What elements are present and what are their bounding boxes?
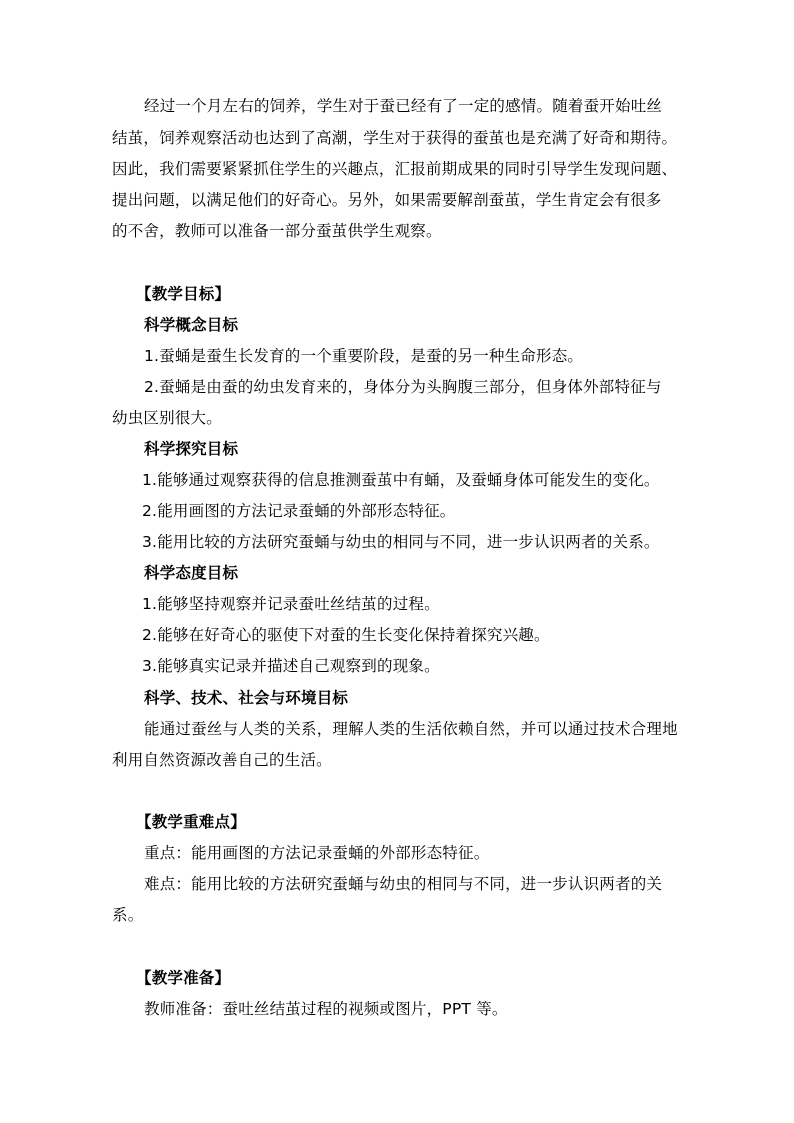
key-points-heading: 【教学重难点】	[136, 813, 246, 831]
stse-goal-line-1: 能通过蚕丝与人类的关系，理解人类的生活依赖自然，并可以通过技术合理地	[144, 720, 678, 738]
inquiry-goal-3: 3.能用比较的方法研究蚕蛹与幼虫的相同与不同，进一步认识两者的关系。	[142, 533, 660, 551]
preparation-teacher: 教师准备：蚕吐丝结茧过程的视频或图片，PPT 等。	[144, 1000, 508, 1018]
key-point-difficulty-line-1: 难点：能用比较的方法研究蚕蛹与幼虫的相同与不同，进一步认识两者的关	[144, 875, 663, 893]
intro-line-4: 提出问题，以满足他们的好奇心。另外，如果需要解剖蚕茧，学生肯定会有很多	[112, 191, 662, 209]
inquiry-goal-2: 2.能用画图的方法记录蚕蛹的外部形态特征。	[142, 502, 456, 520]
intro-line-1: 经过一个月左右的饲养，学生对于蚕已经有了一定的感情。随着蚕开始吐丝	[144, 97, 663, 115]
attitude-goals-title: 科学态度目标	[144, 564, 239, 582]
inquiry-goals-title: 科学探究目标	[144, 440, 239, 458]
concept-goal-2-line-2: 幼虫区别很大。	[112, 409, 222, 427]
intro-line-5: 的不舍，教师可以准备一部分蚕茧供学生观察。	[112, 222, 442, 240]
intro-line-2: 结茧，饲养观察活动也达到了高潮，学生对于获得的蚕茧也是充满了好奇和期待。	[112, 129, 678, 147]
key-point-difficulty-line-2: 系。	[112, 906, 144, 924]
goals-heading: 【教学目标】	[136, 285, 231, 303]
inquiry-goal-1: 1.能够通过观察获得的信息推测蚕茧中有蛹，及蚕蛹身体可能发生的变化。	[142, 471, 660, 489]
preparation-heading: 【教学准备】	[136, 969, 231, 987]
concept-goal-1: 1.蚕蛹是蚕生长发育的一个重要阶段，是蚕的另一种生命形态。	[144, 347, 584, 365]
key-point-focus: 重点：能用画图的方法记录蚕蛹的外部形态特征。	[144, 844, 490, 862]
attitude-goal-3: 3.能够真实记录并描述自己观察到的现象。	[142, 657, 440, 675]
concept-goals-title: 科学概念目标	[144, 316, 239, 334]
attitude-goal-1: 1.能够坚持观察并记录蚕吐丝结茧的过程。	[142, 595, 440, 613]
stse-goal-line-2: 利用自然资源改善自己的生活。	[112, 751, 332, 769]
attitude-goal-2: 2.能够在好奇心的驱使下对蚕的生长变化保持着探究兴趣。	[142, 626, 550, 644]
stse-goals-title: 科学、技术、社会与环境目标	[144, 689, 349, 707]
intro-line-3: 因此，我们需要紧紧抓住学生的兴趣点，汇报前期成果的同时引导学生发现问题、	[112, 160, 678, 178]
concept-goal-2-line-1: 2.蚕蛹是由蚕的幼虫发育来的，身体分为头胸腹三部分，但身体外部特征与	[144, 378, 662, 396]
